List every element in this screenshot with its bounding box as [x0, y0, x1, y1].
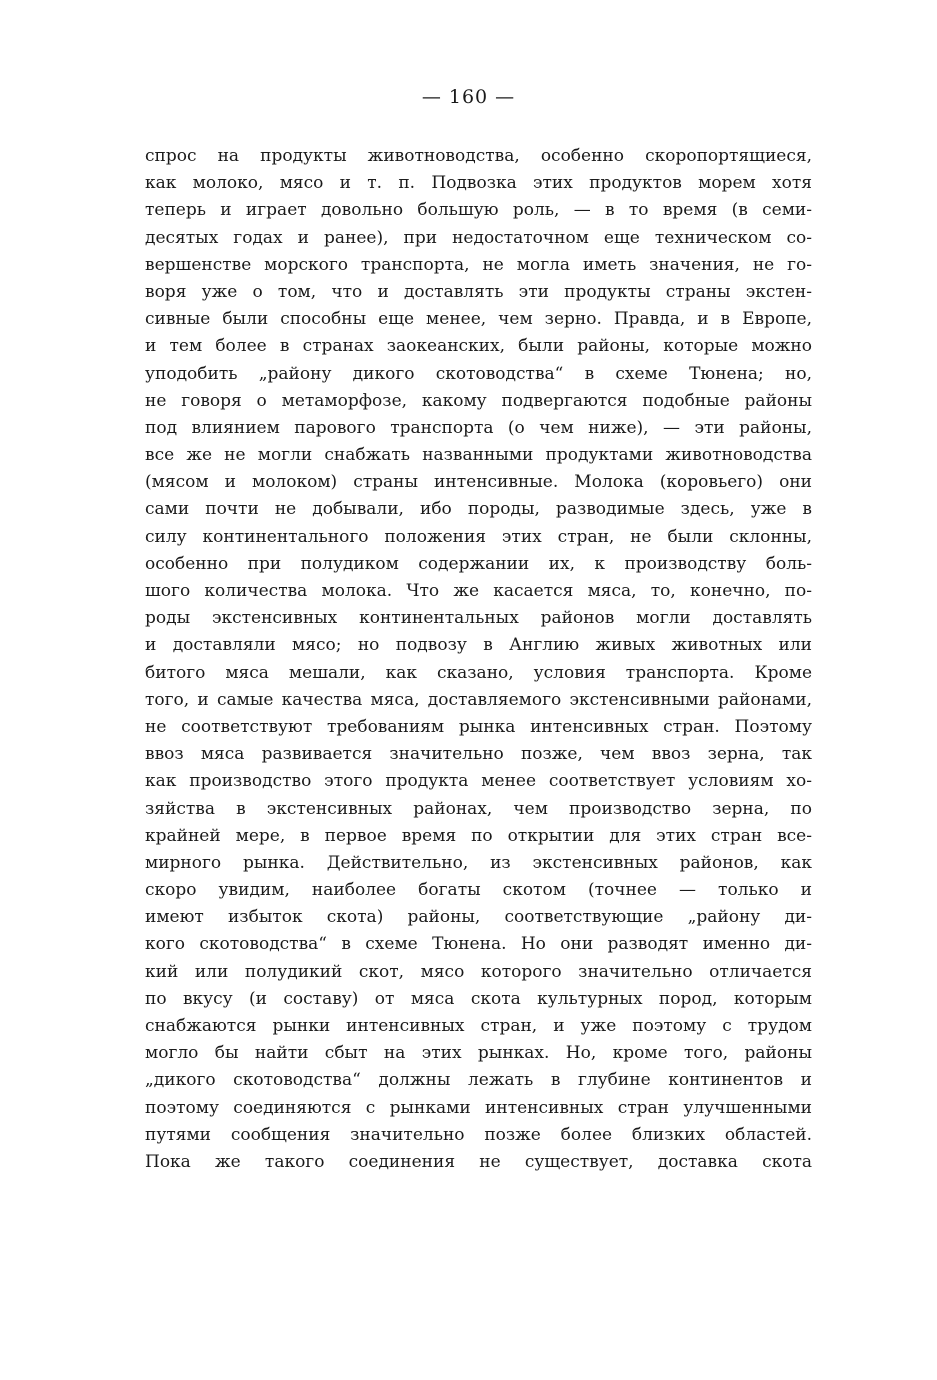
text-line: как молоко, мясо и т. п. Подвозка этих продуктов морем хотя	[145, 173, 812, 194]
text-line: путями сообщения значительно позже более близких областей.	[145, 1124, 812, 1145]
text-line: битого мяса мешали, как сказано, условия транспорта. Кроме	[145, 662, 812, 683]
text-line: скоро увидим, наиболее богаты скотом (точнее — только и	[145, 880, 812, 901]
text-line: зяйства в экстенсивных районах, чем производство зерна, по	[145, 798, 812, 819]
text-line: по вкусу (и составу) от мяса скота культурных пород, которым	[145, 988, 812, 1009]
text-line: шого количества молока. Что же касается мяса, то, конечно, по-	[145, 581, 812, 601]
text-line: сами почти не добывали, ибо породы, разводимые здесь, уже в	[145, 499, 812, 520]
text-line: сивные были способны еще менее, чем зерно. Правда, и в Европе,	[145, 309, 812, 330]
text-line: спрос на продукты животноводства, особенно скоропортящиеся,	[145, 146, 812, 166]
text-line: вершенстве морского транспорта, не могла иметь значения, не го-	[145, 254, 812, 275]
text-line: теперь и играет довольно большую роль, — в то время (в семи-	[145, 200, 812, 221]
text-line: роды экстенсивных континентальных районов могли доставлять	[145, 608, 812, 629]
text-line: уподобить „району дикого скотоводства“ в схеме Тюнена; но,	[145, 363, 812, 384]
text-line: Пока же такого соединения не существует, доставка скота	[145, 1151, 812, 1172]
text-line: ввоз мяса развивается значительно позже, чем ввоз зерна, так	[145, 744, 812, 765]
text-line: „дикого скотоводства“ должны лежать в глубине континентов и	[145, 1070, 812, 1091]
text-line: кого скотоводства“ в схеме Тюнена. Но они разводят именно ди-	[145, 934, 812, 955]
text-line: как производство этого продукта менее соответствует условиям хо-	[145, 771, 812, 792]
text-line: под влиянием парового транспорта (о чем ниже), — эти районы,	[145, 417, 812, 438]
text-line: (мясом и молоком) страны интенсивные. Молока (коровьего) они	[145, 472, 812, 493]
text-line: кий или полудикий скот, мясо которого значительно отличается	[145, 961, 812, 982]
text-line: воря уже о том, что и доставлять эти продукты страны экстен-	[145, 281, 812, 302]
text-line: силу континентального положения этих стран, не были склонны,	[145, 526, 812, 547]
text-line: и тем более в странах заокеанских, были районы, которые можно	[145, 336, 812, 357]
text-line: имеют избыток скота) районы, соответствующие „району ди-	[145, 907, 812, 928]
text-line: не говоря о метаморфозе, какому подвергаются подобные районы	[145, 390, 812, 411]
page-number: — 160 —	[421, 86, 516, 108]
page-body	[145, 143, 812, 1176]
text-line: мирного рынка. Действительно, из экстенсивных районов, как	[145, 852, 812, 873]
text-line: десятых годах и ранее), при недостаточном еще техническом со-	[145, 227, 812, 248]
text-line: снабжаются рынки интенсивных стран, и уже поэтому с трудом	[145, 1016, 812, 1036]
text-line: поэтому соединяются с рынками интенсивных стран улучшенными	[145, 1097, 812, 1118]
text-line: все же не могли снабжать названными продуктами животноводства	[145, 445, 812, 466]
text-line: крайней мере, в первое время по открытии для этих стран все-	[145, 825, 812, 846]
text-line: не соответствуют требованиям рынка интенсивных стран. Поэтому	[145, 716, 812, 737]
text-line: особенно при полудиком содержании их, к производству боль-	[145, 553, 812, 574]
text-line: могло бы найти сбыт на этих рынках. Но, кроме того, районы	[145, 1043, 812, 1064]
text-line: того, и самые качества мяса, доставляемого экстенсивными районами,	[145, 689, 812, 710]
text-line: и доставляли мясо; но подвозу в Англию живых животных или	[145, 635, 812, 656]
